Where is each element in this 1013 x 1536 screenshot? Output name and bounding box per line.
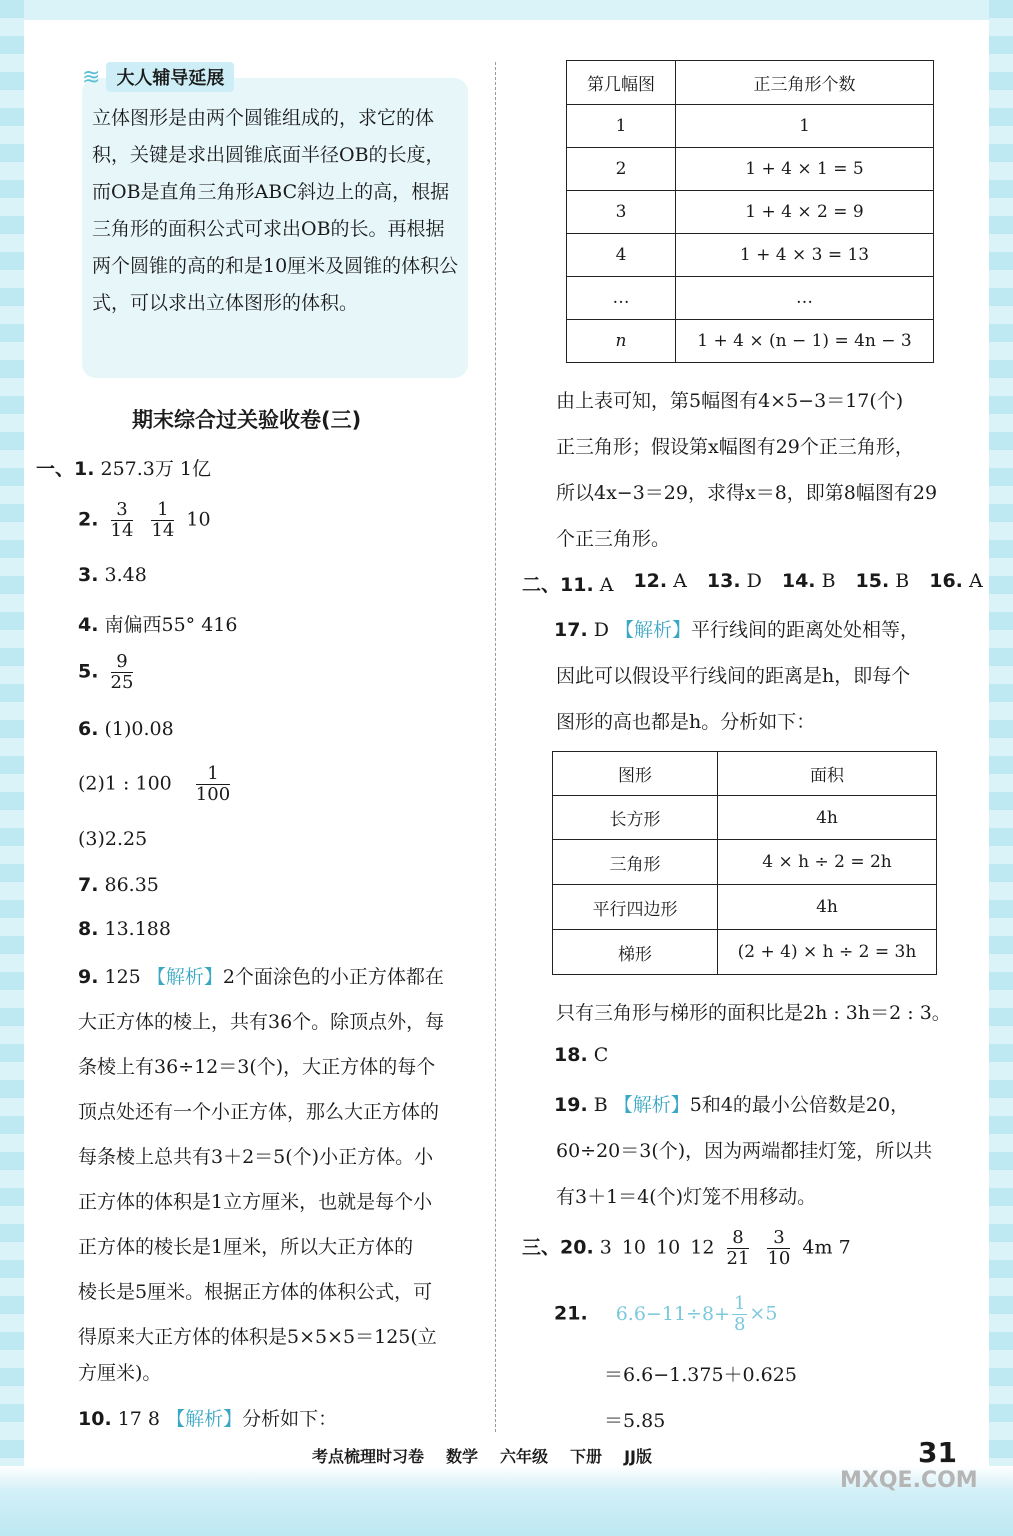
q-number: 16. — [929, 570, 963, 592]
q-number: 9. — [78, 966, 99, 988]
analysis-line: 分析如下： — [242, 1408, 338, 1430]
table-cell: 长方形 — [553, 796, 718, 840]
answer-17 — [554, 615, 919, 642]
q-number: 10. — [78, 1408, 112, 1430]
answer-9 — [78, 962, 444, 989]
table-cell: (2 + 4) × h ÷ 2 = 3h — [718, 930, 937, 975]
top-border — [0, 0, 1013, 20]
tutor-header — [82, 62, 234, 92]
analysis-line: 得原来大正方体的体积是5×5×5＝125(立 — [78, 1326, 437, 1348]
table-cell: 1 + 4 × (n − 1) = 4n − 3 — [676, 320, 934, 363]
left-border — [0, 0, 24, 1536]
table-cell: 1 + 4 × 2 = 9 — [676, 191, 934, 234]
analysis-line: 大正方体的棱上，共有36个。除顶点外，每 — [78, 1011, 445, 1033]
table-cell: 平行四边形 — [553, 885, 718, 930]
answer-2 — [78, 500, 211, 541]
q-number: 5. — [78, 660, 99, 683]
denominator: 21 — [726, 1248, 750, 1269]
q-number: 2. — [78, 508, 99, 531]
expression: ×5 — [749, 1302, 778, 1325]
answer-21 — [554, 1294, 777, 1335]
analysis-tag: 【解析】 — [166, 1408, 243, 1430]
footer-book: 考点梳理时习卷 — [312, 1447, 425, 1466]
analysis-line: 图形的高也都是h。分析如下： — [556, 711, 816, 733]
table-cell: 1 + 4 × 3 = 13 — [676, 234, 934, 277]
answer-10 — [78, 1404, 337, 1431]
fraction — [767, 1228, 790, 1269]
analysis-line: 方厘米)。 — [78, 1362, 162, 1384]
answer-text: (1)0.08 — [104, 718, 174, 740]
expression: 6.6−11÷8+ — [615, 1302, 730, 1325]
answer-text: B — [593, 1094, 608, 1116]
tutor-text: 立体图形是由两个圆锥组成的，求它的体积，关键是求出圆锥底面半径OB的长度，而OB是直角三角形ABC斜边上的高，根据三角形的面积公式可求出OB的长。再根据两个圆锥的高的和是10厘米及圆锥的体积公式，可以求出立体图形的体积。 — [92, 107, 459, 314]
table-cell: 4h — [718, 796, 937, 840]
calc-step: ＝5.85 — [604, 1410, 666, 1432]
numerator: 1 — [151, 500, 174, 521]
answer-text: 3.48 — [104, 564, 147, 586]
q-number: 8. — [78, 918, 99, 940]
q-number: 一、1. — [36, 458, 95, 480]
table-cell: 3 — [567, 191, 676, 234]
table-header: 正三角形个数 — [676, 61, 934, 105]
answer-text: D — [593, 619, 609, 641]
wave-icon: ≋ — [82, 64, 101, 90]
table-cell: … — [567, 277, 676, 320]
analysis-tag: 【解析】 — [613, 1094, 690, 1116]
answer-text: 南偏西55° 416 — [104, 614, 238, 636]
answer-text: 257.3万 1亿 — [100, 458, 212, 480]
answers-11-16 — [522, 570, 983, 597]
answer-text: (3)2.25 — [78, 828, 148, 850]
text-line: 由上表可知，第5幅图有4×5−3＝17(个) — [556, 390, 904, 412]
answer-text: 4m 7 — [802, 1236, 851, 1259]
answer-text: C — [593, 1044, 609, 1066]
answer-text: A — [599, 574, 614, 596]
q-number: 15. — [855, 570, 890, 592]
numerator: 1 — [733, 1293, 746, 1314]
fraction — [151, 500, 174, 541]
numerator: 3 — [111, 500, 134, 521]
watermark: MXQE.COM — [840, 1468, 978, 1493]
analysis-line: 顶点处还有一个小正方体，那么大正方体的 — [78, 1101, 440, 1123]
answer-1 — [36, 454, 211, 481]
answer-6c — [78, 828, 147, 850]
analysis-tag: 【解析】 — [146, 966, 223, 988]
q-number: 3. — [78, 564, 99, 586]
text-line: 个正三角形。 — [556, 528, 671, 550]
q-number: 21. — [554, 1302, 588, 1325]
tutor-title: 大人辅导延展 — [106, 62, 234, 92]
table-cell: 2 — [567, 148, 676, 191]
analysis-line: 正方体的棱长是1厘米，所以大正方体的 — [78, 1236, 414, 1258]
analysis-line: 5和4的最小公倍数是20， — [689, 1094, 910, 1116]
q-number: 二、11. — [522, 574, 594, 596]
fraction — [732, 1294, 747, 1335]
analysis-line: 平行线间的距离处处相等， — [691, 619, 920, 641]
q-number: 17. — [554, 619, 588, 641]
text-line: 只有三角形与梯形的面积比是2h : 3h＝2 : 3。 — [556, 1002, 951, 1024]
text-line: 所以4x−3＝29，求得x＝8，即第8幅图有29 — [556, 482, 938, 504]
text-line: 正三角形；假设第x幅图有29个正三角形， — [556, 436, 914, 458]
answer-6b — [78, 764, 236, 805]
q-number: 7. — [78, 874, 99, 896]
q-number: 18. — [554, 1044, 588, 1066]
answer-18 — [554, 1044, 608, 1066]
answer-text: D — [746, 570, 762, 592]
area-table — [552, 751, 937, 975]
table-cell: 梯形 — [553, 930, 718, 975]
table-cell: … — [676, 277, 934, 320]
analysis-line: 正方体的体积是1立方厘米，也就是每个小 — [78, 1191, 433, 1213]
section-title: 期末综合过关验收卷(三) — [132, 408, 362, 432]
page-number: 31 — [918, 1436, 957, 1469]
analysis-line: 因此可以假设平行线间的距离是h，即每个 — [556, 665, 911, 687]
fraction — [196, 764, 230, 805]
answer-3 — [78, 564, 147, 586]
table-cell: n — [567, 320, 676, 363]
answer-5 — [78, 652, 139, 693]
analysis-line: 条棱上有36÷12＝3(个)，大正方体的每个 — [78, 1056, 436, 1078]
table-cell: 1 — [567, 105, 676, 148]
numerator: 3 — [767, 1228, 790, 1249]
column-divider — [495, 62, 496, 1432]
fraction — [111, 652, 134, 693]
answer-19 — [554, 1090, 909, 1117]
fraction — [111, 500, 134, 541]
answer-text: B — [821, 570, 836, 592]
q-number: 14. — [781, 570, 816, 592]
table-cell: 4 — [567, 234, 676, 277]
table-cell: 1 + 4 × 1 = 5 — [676, 148, 934, 191]
table-cell: 1 — [676, 105, 934, 148]
footer — [312, 1444, 652, 1467]
table-header: 图形 — [553, 752, 718, 796]
analysis-line: 60÷20＝3(个)，因为两端都挂灯笼，所以共 — [556, 1140, 933, 1162]
analysis-line: 2个面涂色的小正方体都在 — [222, 966, 444, 988]
answer-text: 13.188 — [104, 918, 171, 940]
table-cell: 4 × h ÷ 2 = 2h — [718, 840, 937, 885]
footer-subject: 数学 — [446, 1447, 479, 1466]
q-number: 19. — [554, 1094, 588, 1116]
denominator: 25 — [110, 672, 134, 693]
denominator: 14 — [110, 520, 134, 541]
calc-step: ＝6.6−1.375＋0.625 — [604, 1364, 797, 1386]
denominator: 10 — [767, 1248, 791, 1269]
table-cell: 4h — [718, 885, 937, 930]
answer-text: 3 10 10 12 — [599, 1236, 715, 1259]
denominator: 100 — [195, 784, 231, 805]
answer-text: A — [968, 570, 983, 592]
answer-7 — [78, 874, 159, 896]
answer-20 — [522, 1228, 851, 1269]
analysis-line: 每条棱上总共有3＋2＝5(个)小正方体。小 — [78, 1146, 434, 1168]
answer-4 — [78, 610, 237, 637]
answer-text: B — [895, 570, 910, 592]
analysis-tag: 【解析】 — [615, 619, 692, 641]
numerator: 1 — [196, 764, 230, 785]
right-border — [989, 0, 1013, 1536]
denominator: 14 — [151, 520, 175, 541]
q-number: 三、20. — [522, 1236, 594, 1259]
answer-8 — [78, 918, 171, 940]
q-number: 12. — [633, 570, 668, 592]
denominator: 8 — [733, 1314, 746, 1335]
answer-text: (2)1 : 100 — [78, 772, 172, 795]
q-number: 4. — [78, 614, 99, 636]
footer-edition: JJ版 — [624, 1447, 652, 1466]
footer-grade: 六年级 — [500, 1447, 549, 1466]
table-cell: 三角形 — [553, 840, 718, 885]
triangle-count-table — [566, 60, 934, 363]
answer-text: A — [673, 570, 687, 592]
q-number: 6. — [78, 718, 99, 740]
numerator: 9 — [111, 652, 134, 673]
q-number: 13. — [706, 570, 741, 592]
answer-text: 10 — [186, 508, 211, 531]
answer-text: 125 — [104, 966, 141, 988]
table-header: 面积 — [718, 752, 937, 796]
answer-6 — [78, 718, 174, 740]
answer-text: 86.35 — [104, 874, 159, 896]
analysis-line: 有3＋1＝4(个)灯笼不用移动。 — [556, 1186, 817, 1208]
table-header: 第几幅图 — [567, 61, 676, 105]
analysis-line: 棱长是5厘米。根据正方体的体积公式，可 — [78, 1281, 433, 1303]
numerator: 8 — [727, 1228, 750, 1249]
answer-text: 17 8 — [117, 1408, 161, 1430]
footer-term: 下册 — [570, 1447, 603, 1466]
fraction — [727, 1228, 750, 1269]
